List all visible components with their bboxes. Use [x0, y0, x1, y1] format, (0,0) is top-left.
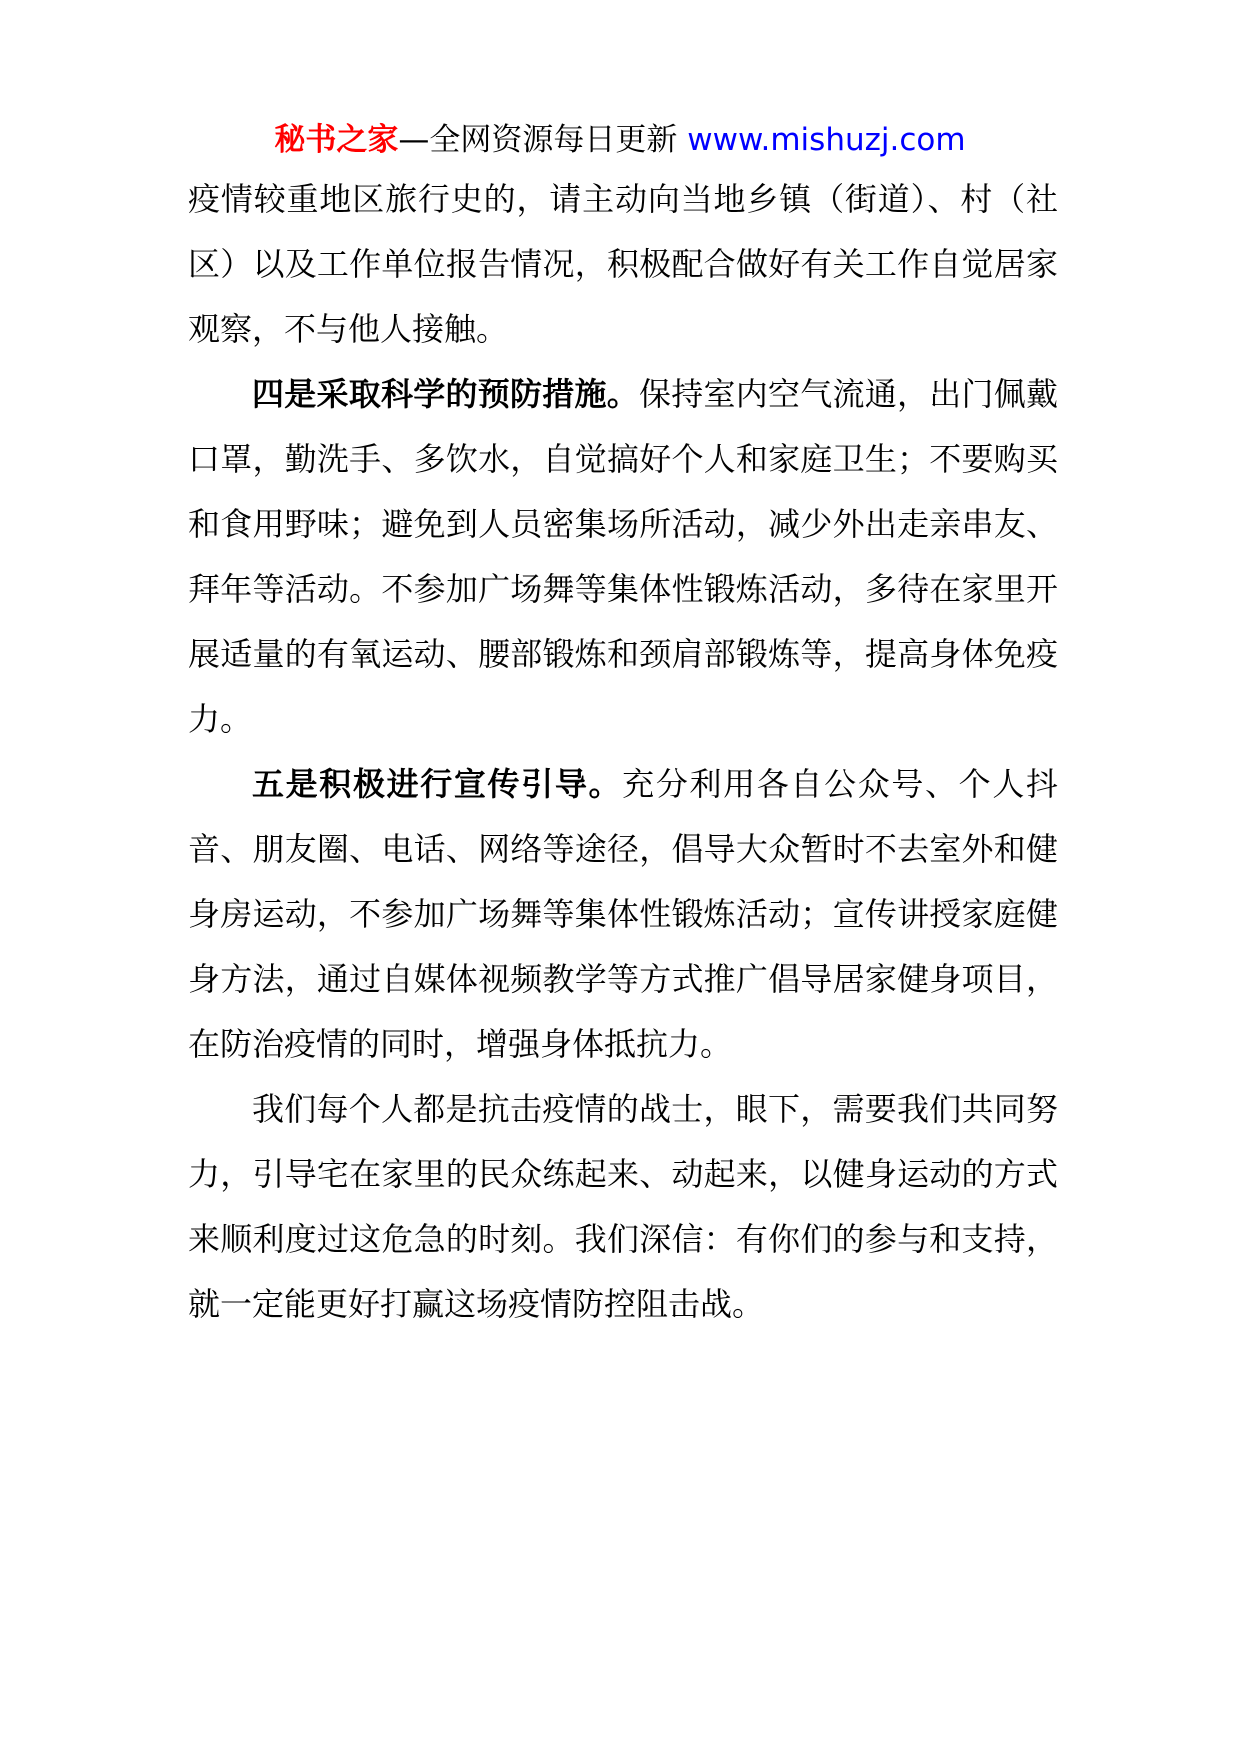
paragraph-text: 我们每个人都是抗击疫情的战士，眼下，需要我们共同努力，引导宅在家里的民众练起来、动起来，以健身运动的方式来顺利度过这危急的时刻。我们深信：有你们的参与和支持，就一定能更好打赢这场疫情防控阻击战。: [188, 1090, 1058, 1323]
paragraph-continuation: [188, 167, 1058, 362]
paragraph-lead: 五是积极进行宣传引导。: [252, 765, 623, 803]
document-body: [188, 167, 1058, 1337]
header-tagline: —全网资源每日更新: [398, 122, 688, 158]
paragraph-prevention-measures: [188, 362, 1058, 752]
paragraph-text: 疫情较重地区旅行史的，请主动向当地乡镇（街道）、村（社区）以及工作单位报告情况，积极配合做好有关工作自觉居家观察，不与他人接触。: [188, 180, 1058, 348]
paragraph-lead: 四是采取科学的预防措施。: [252, 375, 639, 413]
page-header: [0, 118, 1240, 162]
paragraph-text: 充分利用各自公众号、个人抖音、朋友圈、电话、网络等途径，倡导大众暂时不去室外和健身房运动，不参加广场舞等集体性锻炼活动；宣传讲授家庭健身方法，通过自媒体视频教学等方式推广倡导居家健身项目，在防治疫情的同时，增强身体抵抗力。: [188, 765, 1058, 1063]
header-brand: 秘书之家: [274, 122, 399, 158]
paragraph-publicity-guidance: [188, 752, 1058, 1077]
header-url-link[interactable]: www.mishuzj.com: [687, 122, 966, 158]
paragraph-text: 保持室内空气流通，出门佩戴口罩，勤洗手、多饮水，自觉搞好个人和家庭卫生；不要购买和食用野味；避免到人员密集场所活动，减少外出走亲串友、拜年等活动。不参加广场舞等集体性锻炼活动，多待在家里开展适量的有氧运动、腰部锻炼和颈肩部锻炼等，提高身体免疫力。: [188, 375, 1058, 738]
paragraph-conclusion: [188, 1077, 1058, 1337]
